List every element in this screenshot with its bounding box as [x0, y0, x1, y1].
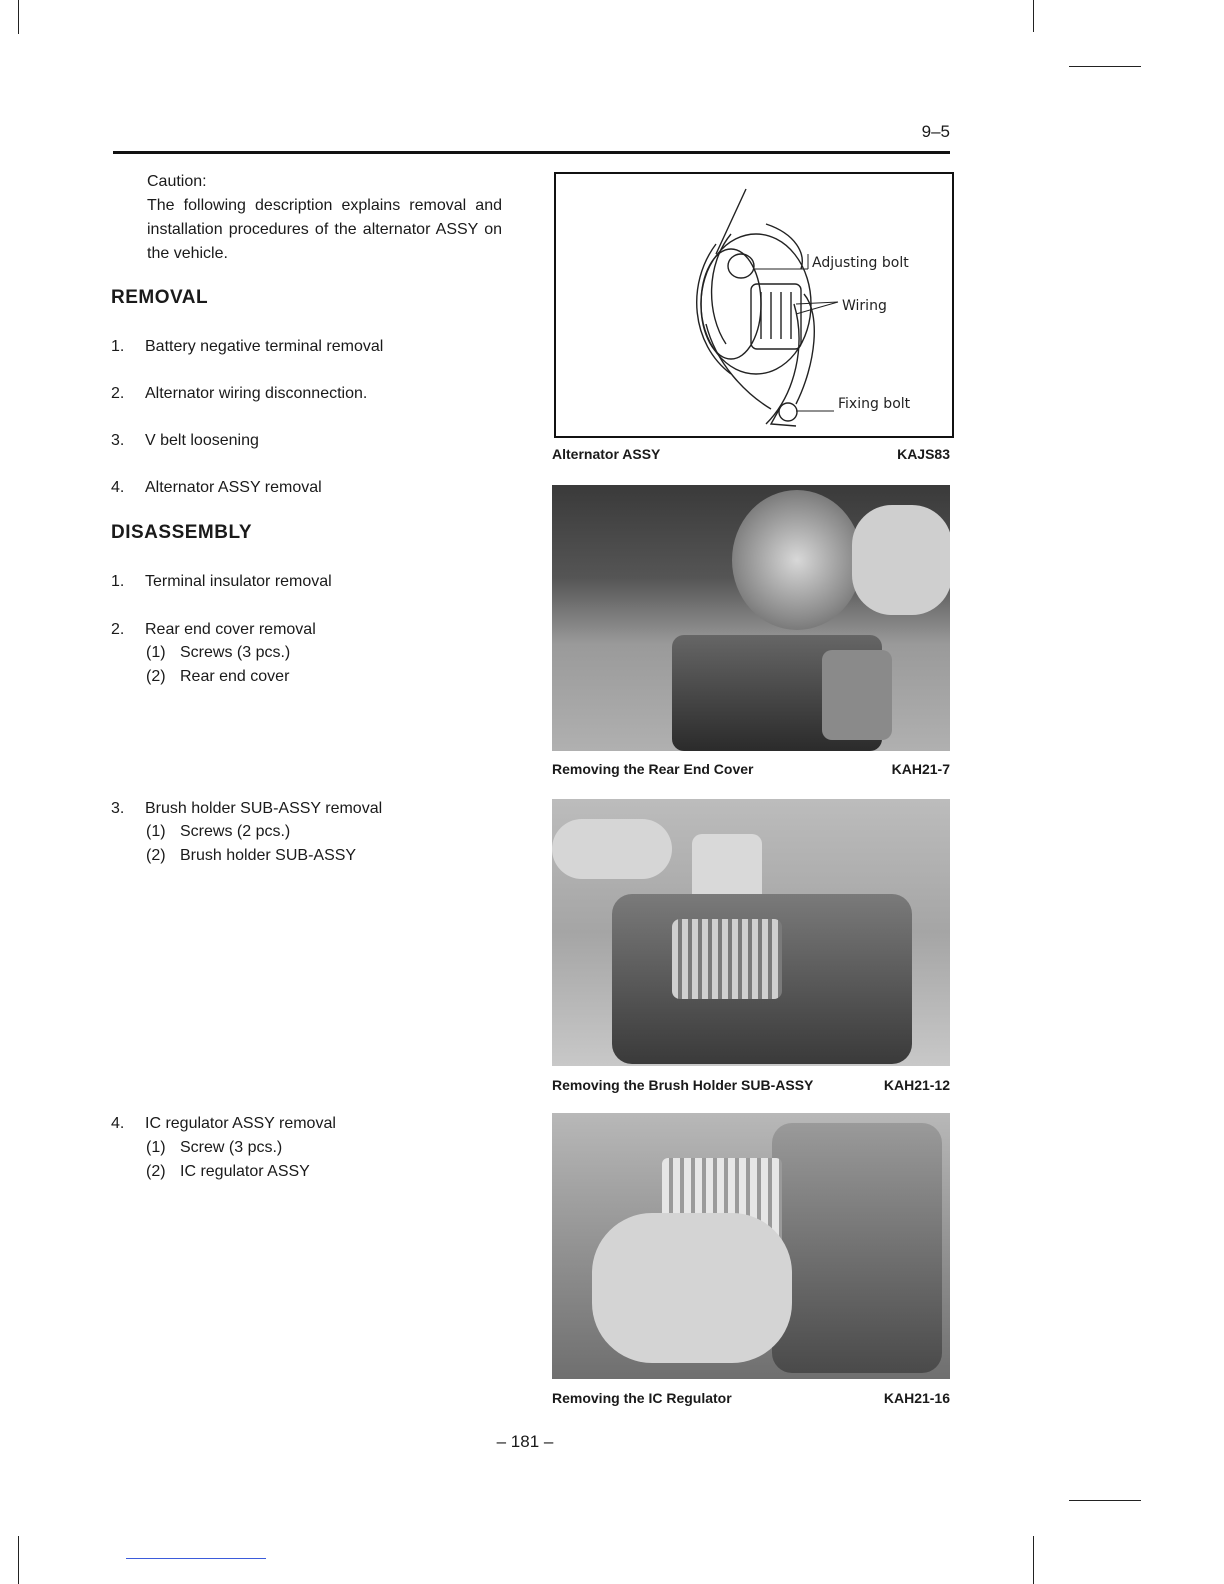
heatsink-shape [672, 919, 782, 999]
figure-caption: Removing the IC Regulator KAH21-16 [552, 1390, 950, 1406]
caution-block [147, 170, 502, 266]
crop-mark [1033, 0, 1034, 32]
hand-shape [552, 819, 672, 879]
figure-caption: Removing the Rear End Cover KAH21-7 [552, 761, 950, 777]
figure-code: KAJS83 [897, 446, 950, 462]
alternator-drawing [556, 174, 952, 436]
crop-mark [1069, 66, 1141, 67]
removal-step: 3. V belt loosening [111, 432, 259, 449]
disassembly-step: 1. Terminal insulator removal [111, 573, 332, 590]
caution-title: Caution: [147, 173, 207, 190]
disassembly-step: 4. IC regulator ASSY removal [111, 1115, 336, 1132]
sub-step: (2) Rear end cover [146, 668, 290, 685]
figure-code: KAH21-12 [883, 1077, 950, 1093]
hand-shape [592, 1213, 792, 1363]
figure-caption: Alternator ASSY KAJS83 [552, 446, 950, 462]
disassembly-heading: DISASSEMBLY [111, 522, 252, 543]
page-footer: – 181 – [496, 1432, 554, 1451]
hand-shape [852, 505, 950, 615]
cover-shape [732, 490, 862, 630]
label-wiring: Wiring [842, 298, 887, 314]
figure-caption: Removing the Brush Holder SUB-ASSY KAH21-12 [552, 1077, 950, 1093]
crop-mark [1069, 1500, 1141, 1501]
page-number: 9–5 [921, 122, 950, 141]
disassembly-step: 2. Rear end cover removal [111, 621, 316, 638]
sub-step: (1) Screws (2 pcs.) [146, 823, 291, 840]
figure-code: KAH21-16 [883, 1390, 950, 1406]
photo-brush-holder [552, 799, 950, 1066]
link-underline [126, 1558, 266, 1559]
crop-mark [18, 0, 19, 34]
photo-rear-end-cover [552, 485, 950, 751]
sub-step: (2) IC regulator ASSY [146, 1163, 310, 1180]
label-fixing-bolt: Fixing bolt [838, 396, 911, 412]
removal-step: 4. Alternator ASSY removal [111, 479, 322, 496]
sub-step: (1) Screws (3 pcs.) [146, 644, 291, 661]
photo-ic-regulator [552, 1113, 950, 1379]
alternator-shape [772, 1123, 942, 1373]
removal-step: 1. Battery negative terminal removal [111, 338, 384, 355]
figure-code: KAH21-7 [891, 761, 950, 777]
crop-mark [18, 1536, 19, 1584]
header-rule [113, 151, 950, 154]
removal-heading: REMOVAL [111, 287, 209, 308]
removal-step: 2. Alternator wiring disconnection. [111, 385, 368, 402]
disassembly-step: 3. Brush holder SUB-ASSY removal [111, 800, 383, 817]
caution-text: The following description explains removal and installation procedures of the alternator ASSY on the vehicle. [147, 197, 502, 262]
bracket-shape [822, 650, 892, 740]
label-adjusting-bolt: Adjusting bolt [812, 255, 909, 271]
alternator-diagram [554, 172, 954, 438]
sub-step: (2) Brush holder SUB-ASSY [146, 847, 357, 864]
sub-step: (1) Screw (3 pcs.) [146, 1139, 283, 1156]
crop-mark [1033, 1536, 1034, 1584]
